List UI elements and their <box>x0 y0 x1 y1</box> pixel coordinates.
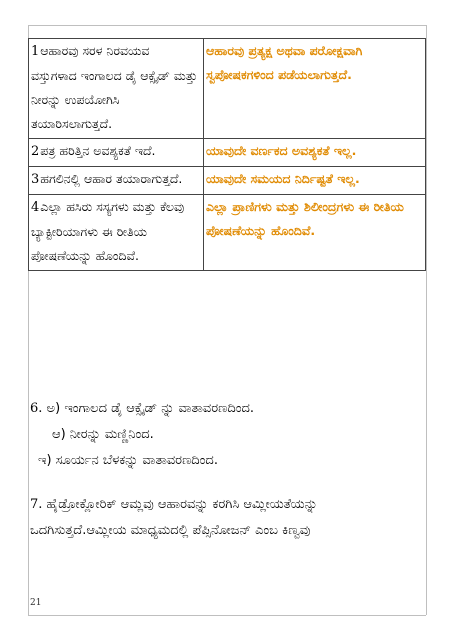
comparison-table <box>28 38 426 271</box>
row-number: 1 <box>31 44 40 59</box>
table-row <box>29 195 426 271</box>
table-cell-right: ಆಹಾರವು ಪ್ರತ್ಯಕ್ಷ ಅಥವಾ ಪರೋಕ್ಷವಾಗಿ ಸ್ವಪೋಷಕಗಳಿಂದ ಪಡೆಯಲಾಗುತ್ತದೆ. <box>204 39 426 139</box>
answer-text: ಹೈಡ್ರೋಕ್ಲೋರಿಕ್ ಆಮ್ಲವು ಆಹಾರವನ್ನು ಕರಗಿಸಿ ಆಮ್ಲೀಯತೆಯನ್ನು <box>46 497 318 512</box>
page-number: 21 <box>30 598 42 608</box>
table-cell-right: ಎಲ್ಲಾ ಪ್ರಾಣಿಗಳು ಮತ್ತು ಶಿಲೀಂದ್ರಗಳು ಈ ರೀತಿಯ ಪೋಷಣೆಯನ್ನು ಹೊಂದಿವೆ. <box>204 195 426 271</box>
answer-7-line-2: ಒದಗಿಸುತ್ತದೆ.ಆಮ್ಲೀಯ ಮಾಧ್ಯಮದಲ್ಲಿ ಪೆಪ್ಸಿನೋಜನ್ ಎಂಬ ಕಿಣ್ವವು <box>30 523 311 538</box>
page-border-right <box>426 25 427 615</box>
answer-6-line-b: ಆ) ನೀರನ್ನು ಮಣ್ಣಿನಿಂದ. <box>52 427 154 442</box>
table-cell-left <box>29 195 204 271</box>
page-border-top <box>28 25 426 26</box>
answer-7-line-1 <box>30 492 422 518</box>
cell-text: ಎಲ್ಲಾ ಹಸಿರು ಸಸ್ಯಗಳು ಮತ್ತು ಕೆಲವು ಬ್ಯಾಕ್ಟೀರಿಯಾಗಳು ಈ ರೀತಿಯ ಪೋಷಣೆಯನ್ನು ಹೊಂದಿವೆ. <box>31 199 185 263</box>
row-number: 4 <box>31 200 40 215</box>
answer-7 <box>30 492 422 544</box>
table-cell-left <box>29 139 204 167</box>
table-cell-left <box>29 39 204 139</box>
answer-number: 6. <box>30 401 43 416</box>
cell-text: ಆಹಾರವು ಸರಳ ನಿರವಯವ ವಸ್ತುಗಳಾದ ಇಂಗಾಲದ ಡೈ ಆಕ್ಸೈಡ್ ಮತ್ತು ನೀರನ್ನು ಉಪಯೋಗಿಸಿ ತಯಾರಿಸಲಾಗುತ್ತದೆ. <box>31 43 198 131</box>
answer-6-line-a <box>30 396 254 422</box>
table-cell-right: ಯಾವುದೇ ವರ್ಣಕದ ಅವಶ್ಯಕತೆ ಇಲ್ಲ. <box>204 139 426 167</box>
cell-text: ಪತ್ರ ಹರಿತ್ತಿನ ಅವಶ್ಯಕತೆ ಇದೆ. <box>40 143 156 158</box>
answer-6 <box>30 396 254 474</box>
page-border-bottom <box>28 615 426 616</box>
table-row <box>29 39 426 139</box>
answer-number: 7. <box>30 497 43 512</box>
row-number: 3 <box>31 172 40 187</box>
row-number: 2 <box>31 144 40 159</box>
cell-text: ಹಗಲಿನಲ್ಲಿ ಆಹಾರ ತಯಾರಾಗುತ್ತದೆ. <box>40 171 183 186</box>
answer-text: ಅ) ಇಂಗಾಲದ ಡೈ ಆಕ್ಸೈಡ್ ನ್ನು ವಾತಾವರಣದಿಂದ. <box>46 401 255 416</box>
table-row <box>29 139 426 167</box>
table-cell-right: ಯಾವುದೇ ಸಮಯದ ನಿರ್ದಿಷ್ಟತೆ ಇಲ್ಲ. <box>204 167 426 195</box>
answer-6-line-c: ಇ) ಸೂರ್ಯನ ಬೆಳಕನ್ನು ವಾತಾವರಣದಿಂದ. <box>38 453 218 468</box>
table-cell-left <box>29 167 204 195</box>
table-row <box>29 167 426 195</box>
